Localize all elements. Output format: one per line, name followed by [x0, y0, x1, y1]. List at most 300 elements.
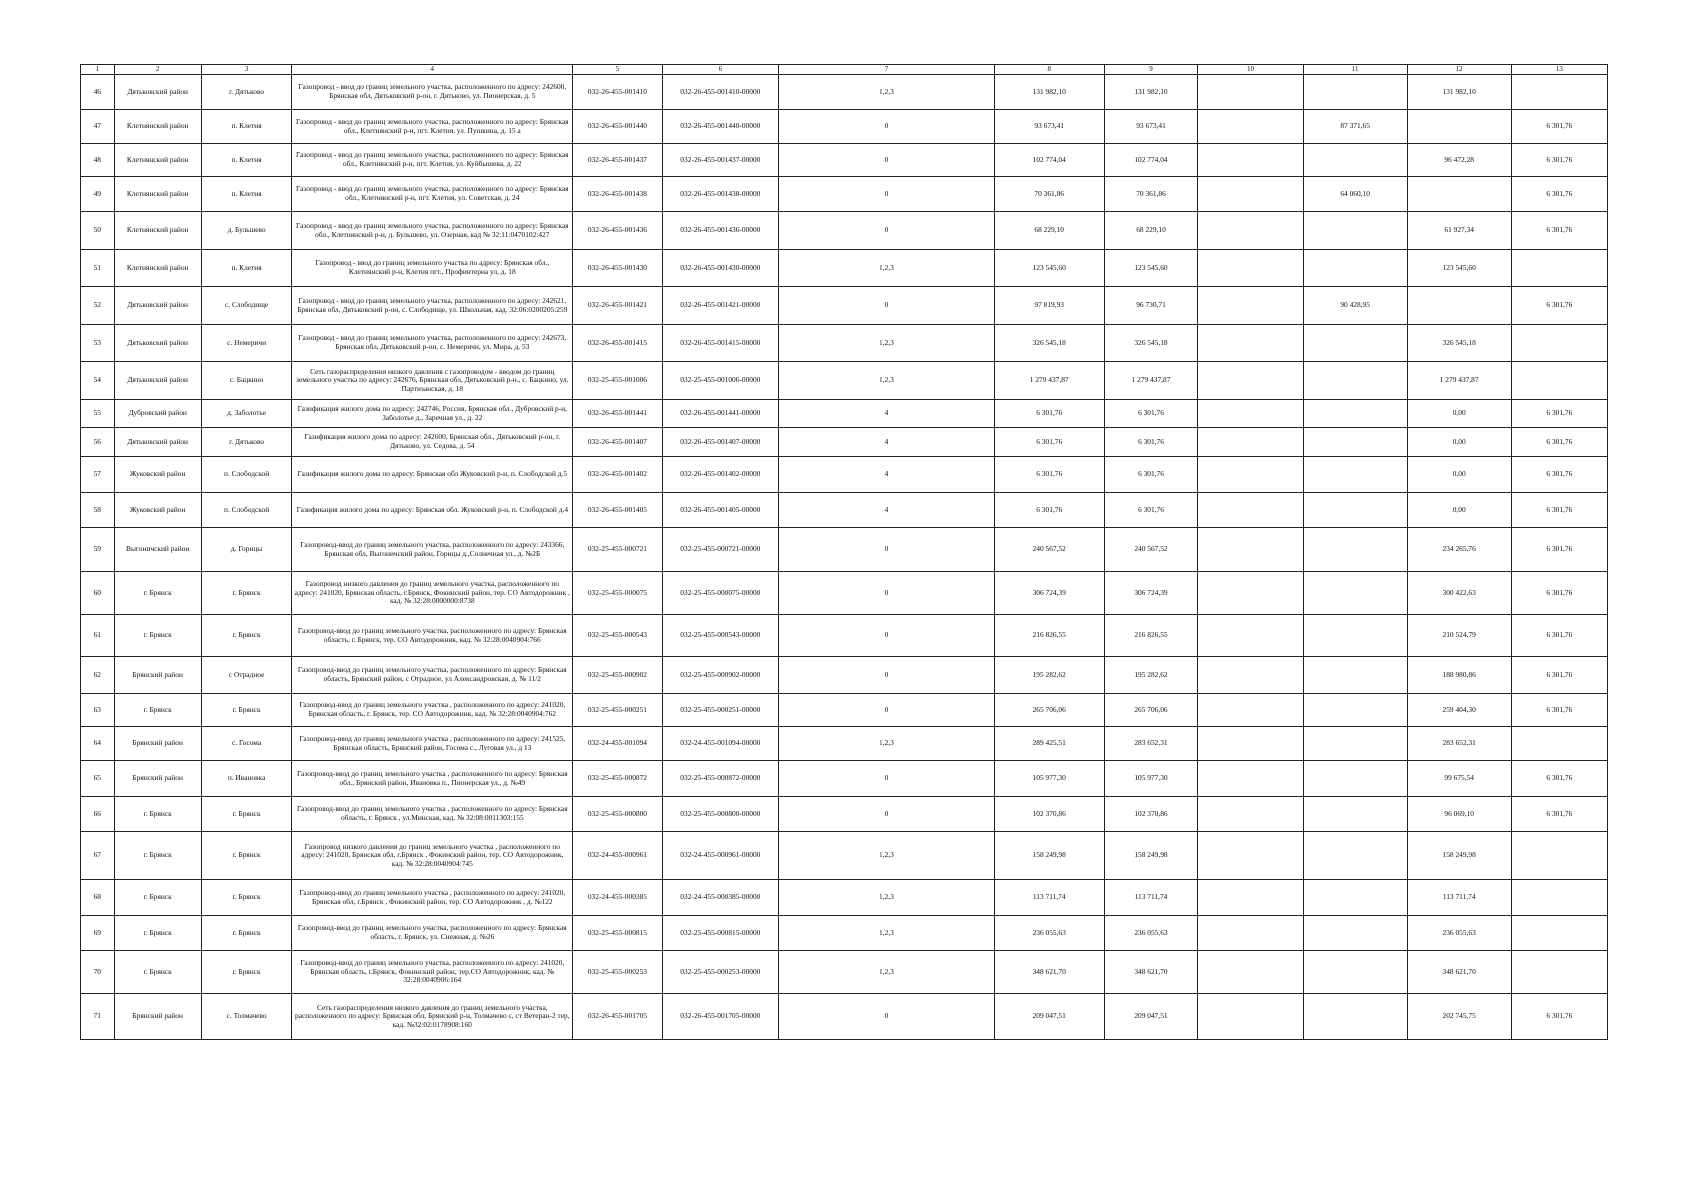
- code-cell: 032-24-455-001094: [573, 727, 662, 761]
- amount-cell: 158 249,98: [994, 832, 1104, 880]
- amount-cell: 236 055,63: [1104, 916, 1198, 951]
- table-row: [81, 493, 1608, 528]
- row-number: 61: [81, 615, 115, 657]
- district-cell: г. Брянск: [114, 797, 201, 832]
- amount-cell: 6 301,76: [994, 428, 1104, 457]
- amount-cell: 6 301,76: [1511, 428, 1607, 457]
- amount-cell: 240 567,52: [1104, 528, 1198, 572]
- row-number: 63: [81, 694, 115, 727]
- category-cell: 1,2,3: [779, 362, 995, 400]
- full-code-cell: 032-25-455-000902-00000: [662, 657, 778, 694]
- locality-cell: д. Горицы: [201, 528, 292, 572]
- full-code-cell: 032-25-455-000872-00000: [662, 761, 778, 797]
- row-number: 68: [81, 880, 115, 916]
- amount-cell: 96 472,28: [1407, 144, 1511, 177]
- table-row: [81, 761, 1608, 797]
- amount-cell: 123 545,60: [994, 250, 1104, 287]
- table-row: [81, 994, 1608, 1040]
- amount-cell: 131 982,10: [1407, 75, 1511, 110]
- code-cell: 032-26-455-001436: [573, 212, 662, 250]
- amount-cell: [1303, 428, 1407, 457]
- amount-cell: [1198, 727, 1303, 761]
- category-cell: 0: [779, 797, 995, 832]
- amount-cell: 97 819,93: [994, 287, 1104, 325]
- district-cell: Клетнянский район: [114, 177, 201, 212]
- amount-cell: 209 047,51: [994, 994, 1104, 1040]
- amount-cell: [1511, 880, 1607, 916]
- amount-cell: 6 301,76: [994, 457, 1104, 493]
- amount-cell: [1303, 761, 1407, 797]
- code-cell: 032-25-455-001006: [573, 362, 662, 400]
- amount-cell: [1303, 144, 1407, 177]
- table-row: [81, 880, 1608, 916]
- header-cell: 2: [114, 65, 201, 75]
- district-cell: Дятьковский район: [114, 428, 201, 457]
- category-cell: 0: [779, 177, 995, 212]
- amount-cell: 105 977,30: [994, 761, 1104, 797]
- object-description: Газопровод - ввод до границ земельного участка, расположенного по адресу: Брянская обл., Клетнянский р-н, пгт. Клетня, ул. Пушкина, д. 15 а: [292, 110, 573, 144]
- district-cell: Дятьковский район: [114, 362, 201, 400]
- amount-cell: [1198, 400, 1303, 428]
- code-cell: 032-25-455-000253: [573, 951, 662, 994]
- category-cell: 0: [779, 615, 995, 657]
- object-description: Газопровод-ввод до границ земельного участка, расположенного по адресу: Брянская область, г. Брянск, ул. Снежная, д. №26: [292, 916, 573, 951]
- amount-cell: [1198, 572, 1303, 615]
- amount-cell: 6 301,76: [1511, 212, 1607, 250]
- category-cell: 1,2,3: [779, 880, 995, 916]
- category-cell: 0: [779, 144, 995, 177]
- row-number: 67: [81, 832, 115, 880]
- amount-cell: 236 055,63: [1407, 916, 1511, 951]
- amount-cell: 6 301,76: [1104, 493, 1198, 528]
- row-number: 50: [81, 212, 115, 250]
- category-cell: 4: [779, 457, 995, 493]
- district-cell: Дубровский район: [114, 400, 201, 428]
- table-row: [81, 250, 1608, 287]
- code-cell: 032-26-455-001440: [573, 110, 662, 144]
- amount-cell: [1198, 212, 1303, 250]
- category-cell: 1,2,3: [779, 832, 995, 880]
- district-cell: Клетнянский район: [114, 250, 201, 287]
- code-cell: 032-24-455-000385: [573, 880, 662, 916]
- amount-cell: [1198, 287, 1303, 325]
- amount-cell: 6 301,76: [1511, 994, 1607, 1040]
- code-cell: 032-26-455-001421: [573, 287, 662, 325]
- code-cell: 032-26-455-001430: [573, 250, 662, 287]
- amount-cell: 131 982,10: [994, 75, 1104, 110]
- amount-cell: [1198, 428, 1303, 457]
- row-number: 48: [81, 144, 115, 177]
- row-number: 64: [81, 727, 115, 761]
- amount-cell: 87 371,65: [1303, 110, 1407, 144]
- district-cell: Клетнянский район: [114, 110, 201, 144]
- amount-cell: 158 249,98: [1407, 832, 1511, 880]
- full-code-cell: 032-24-455-001094-00000: [662, 727, 778, 761]
- full-code-cell: 032-26-455-001421-00000: [662, 287, 778, 325]
- amount-cell: [1303, 694, 1407, 727]
- table-row: [81, 325, 1608, 362]
- full-code-cell: 032-26-455-001402-00000: [662, 457, 778, 493]
- amount-cell: 113 711,74: [994, 880, 1104, 916]
- object-description: Газопровод-ввод до границ земельного участка , расположенного по адресу: 241020, Брянская обл, г.Брянск , Фокинский район, тер. СО Автодорожник , д. №122: [292, 880, 573, 916]
- amount-cell: 326 545,18: [1407, 325, 1511, 362]
- locality-cell: с. Толмачево: [201, 994, 292, 1040]
- amount-cell: 6 301,76: [1511, 144, 1607, 177]
- district-cell: Брянский район: [114, 994, 201, 1040]
- amount-cell: [1198, 177, 1303, 212]
- header-cell: 5: [573, 65, 662, 75]
- locality-cell: г. Дятьково: [201, 75, 292, 110]
- table-row: [81, 615, 1608, 657]
- amount-cell: [1303, 916, 1407, 951]
- table-row: [81, 572, 1608, 615]
- district-cell: Выгоничский район: [114, 528, 201, 572]
- amount-cell: 105 977,30: [1104, 761, 1198, 797]
- locality-cell: с. Госома: [201, 727, 292, 761]
- amount-cell: 236 055,63: [994, 916, 1104, 951]
- amount-cell: [1198, 615, 1303, 657]
- table-row: [81, 212, 1608, 250]
- district-cell: г. Брянск: [114, 880, 201, 916]
- amount-cell: 68 229,10: [1104, 212, 1198, 250]
- table-row: [81, 916, 1608, 951]
- object-description: Газопровод - ввод до границ земельного участка, расположенного по адресу: Брянская обл., Клетнянский р-н, пгт. Клетня, ул. Куйбышева, д. 22: [292, 144, 573, 177]
- amount-cell: [1198, 761, 1303, 797]
- amount-cell: [1407, 287, 1511, 325]
- amount-cell: [1303, 994, 1407, 1040]
- amount-cell: 102 774,04: [1104, 144, 1198, 177]
- district-cell: Клетнянский район: [114, 144, 201, 177]
- full-code-cell: 032-24-455-000385-00000: [662, 880, 778, 916]
- amount-cell: [1511, 916, 1607, 951]
- category-cell: 0: [779, 528, 995, 572]
- category-cell: 4: [779, 400, 995, 428]
- locality-cell: г. Брянск: [201, 694, 292, 727]
- amount-cell: [1303, 212, 1407, 250]
- header-cell: 11: [1303, 65, 1407, 75]
- amount-cell: 234 265,76: [1407, 528, 1511, 572]
- amount-cell: [1198, 457, 1303, 493]
- amount-cell: [1303, 362, 1407, 400]
- full-code-cell: 032-26-455-001430-00000: [662, 250, 778, 287]
- full-code-cell: 032-25-455-000800-00000: [662, 797, 778, 832]
- district-cell: Брянский район: [114, 727, 201, 761]
- object-description: Газопровод - ввод до границ земельного участка по адресу: Брянская обл., Клетнянский р-н, Клетня пгт., Профинтерна ул, д. 18: [292, 250, 573, 287]
- amount-cell: [1303, 880, 1407, 916]
- table-body: [81, 65, 1608, 1040]
- locality-cell: г. Брянск: [201, 916, 292, 951]
- data-table: [80, 64, 1608, 1040]
- amount-cell: 326 545,18: [994, 325, 1104, 362]
- amount-cell: 61 927,34: [1407, 212, 1511, 250]
- table-row: [81, 177, 1608, 212]
- category-cell: 4: [779, 493, 995, 528]
- amount-cell: 1 279 437,87: [1407, 362, 1511, 400]
- amount-cell: 240 567,52: [994, 528, 1104, 572]
- locality-cell: п. Клетня: [201, 177, 292, 212]
- district-cell: Брянский район: [114, 761, 201, 797]
- full-code-cell: 032-24-455-000961-00000: [662, 832, 778, 880]
- district-cell: Жуковский район: [114, 493, 201, 528]
- amount-cell: [1198, 144, 1303, 177]
- district-cell: г. Брянск: [114, 951, 201, 994]
- amount-cell: 102 370,86: [994, 797, 1104, 832]
- amount-cell: 188 980,86: [1407, 657, 1511, 694]
- amount-cell: 6 301,76: [1511, 572, 1607, 615]
- amount-cell: [1303, 951, 1407, 994]
- amount-cell: 113 711,74: [1407, 880, 1511, 916]
- object-description: Газопровод - ввод до границ земельного участка, расположенного по адресу: 242600, Брянская обл, Дятьковский р-он, г. Дятьково, ул. Пионерская, д. 5: [292, 75, 573, 110]
- header-cell: 10: [1198, 65, 1303, 75]
- object-description: Газификация жилого дома по адресу: 242746, Россия, Брянская обл., Дубровский р-н, Заболотье д., Заречная ул., д. 22: [292, 400, 573, 428]
- locality-cell: г. Брянск: [201, 615, 292, 657]
- row-number: 66: [81, 797, 115, 832]
- amount-cell: [1303, 75, 1407, 110]
- amount-cell: [1303, 457, 1407, 493]
- header-cell: 8: [994, 65, 1104, 75]
- locality-cell: п. Слободской: [201, 457, 292, 493]
- header-cell: 9: [1104, 65, 1198, 75]
- object-description: Газопровод низкого давления до границ земельного участка, расположенного по адресу: 241020, Брянская область, г.Брянск, Фокинский район, тер. СО Автодорожник , кад. № 32:28:0000000:8738: [292, 572, 573, 615]
- category-cell: 0: [779, 110, 995, 144]
- row-number: 56: [81, 428, 115, 457]
- header-cell: 7: [779, 65, 995, 75]
- amount-cell: [1303, 528, 1407, 572]
- amount-cell: [1303, 615, 1407, 657]
- amount-cell: [1511, 362, 1607, 400]
- amount-cell: 6 301,76: [1511, 657, 1607, 694]
- amount-cell: 131 982,10: [1104, 75, 1198, 110]
- amount-cell: [1303, 325, 1407, 362]
- amount-cell: 0,00: [1407, 428, 1511, 457]
- district-cell: г. Брянск: [114, 694, 201, 727]
- full-code-cell: 032-25-455-000251-00000: [662, 694, 778, 727]
- object-description: Газификация жилого дома по адресу: Брянская обл Жуковский р-н, п. Слободской д.5: [292, 457, 573, 493]
- amount-cell: 158 249,98: [1104, 832, 1198, 880]
- row-number: 49: [81, 177, 115, 212]
- category-cell: 1,2,3: [779, 325, 995, 362]
- amount-cell: 113 711,74: [1104, 880, 1198, 916]
- full-code-cell: 032-25-455-000253-00000: [662, 951, 778, 994]
- table-row: [81, 951, 1608, 994]
- amount-cell: [1198, 657, 1303, 694]
- code-cell: 032-25-455-000872: [573, 761, 662, 797]
- category-cell: 0: [779, 212, 995, 250]
- district-cell: г. Брянск: [114, 832, 201, 880]
- table-row: [81, 528, 1608, 572]
- row-number: 51: [81, 250, 115, 287]
- district-cell: Дятьковский район: [114, 325, 201, 362]
- table-row: [81, 694, 1608, 727]
- locality-cell: с Отрадное: [201, 657, 292, 694]
- amount-cell: 306 724,39: [994, 572, 1104, 615]
- amount-cell: 326 545,18: [1104, 325, 1198, 362]
- code-cell: 032-26-455-001407: [573, 428, 662, 457]
- amount-cell: 70 361,86: [994, 177, 1104, 212]
- amount-cell: 259 404,30: [1407, 694, 1511, 727]
- amount-cell: [1198, 493, 1303, 528]
- category-cell: 4: [779, 428, 995, 457]
- code-cell: 032-26-455-001410: [573, 75, 662, 110]
- amount-cell: [1303, 727, 1407, 761]
- amount-cell: 1 279 437,87: [1104, 362, 1198, 400]
- amount-cell: 123 545,60: [1104, 250, 1198, 287]
- code-cell: 032-25-455-000800: [573, 797, 662, 832]
- amount-cell: 265 706,06: [1104, 694, 1198, 727]
- object-description: Газопровод - ввод до границ земельного участка, расположенного по адресу: 242673, Брянская обл, Дятьковский р-он, с. Немеричи, ул. Мира, д. 53: [292, 325, 573, 362]
- amount-cell: 123 545,60: [1407, 250, 1511, 287]
- amount-cell: [1198, 832, 1303, 880]
- amount-cell: 96 730,71: [1104, 287, 1198, 325]
- amount-cell: 306 724,39: [1104, 572, 1198, 615]
- locality-cell: п. Клетня: [201, 144, 292, 177]
- object-description: Газопровод-ввод до границ земельного участка, расположенного по адресу: 243366, Брянская обл, Выгоничский район, Горицы д.,Солнечная ул., д. №2Б: [292, 528, 573, 572]
- locality-cell: с. Бацкино: [201, 362, 292, 400]
- amount-cell: 93 673,41: [1104, 110, 1198, 144]
- category-cell: 0: [779, 287, 995, 325]
- amount-cell: 0,00: [1407, 400, 1511, 428]
- amount-cell: [1407, 177, 1511, 212]
- amount-cell: [1407, 110, 1511, 144]
- amount-cell: 6 301,76: [1511, 615, 1607, 657]
- amount-cell: [1198, 880, 1303, 916]
- amount-cell: [1198, 362, 1303, 400]
- row-number: 57: [81, 457, 115, 493]
- locality-cell: п. Ивановка: [201, 761, 292, 797]
- document-page: [80, 64, 1608, 1040]
- amount-cell: [1511, 832, 1607, 880]
- object-description: Газопровод-ввод до границ земельного участка, расположенного по адресу: Брянская область, Брянский район, с Отрадное, ул Александровская, д. № 11/2: [292, 657, 573, 694]
- code-cell: 032-25-455-000721: [573, 528, 662, 572]
- amount-cell: 195 282,62: [994, 657, 1104, 694]
- row-number: 59: [81, 528, 115, 572]
- amount-cell: 348 621,70: [1407, 951, 1511, 994]
- object-description: Газопровод - ввод до границ земельного участка, расположенного по адресу: 242621, Брянская обл, Дятьковский р-он, с. Слободище, ул. Школьная, кад. 32:06:0200205:259: [292, 287, 573, 325]
- object-description: Газопровод-ввод до границ земельного участка, расположенного по адресу: 241020, Брянская область, г.Брянск, Фокинский район, тер.СО Автодорожник, кад. № 32:28:0040906:164: [292, 951, 573, 994]
- amount-cell: 6 301,76: [1511, 457, 1607, 493]
- category-cell: 0: [779, 694, 995, 727]
- amount-cell: [1198, 951, 1303, 994]
- amount-cell: 6 301,76: [1511, 694, 1607, 727]
- amount-cell: [1303, 572, 1407, 615]
- table-row: [81, 144, 1608, 177]
- amount-cell: 6 301,76: [1511, 528, 1607, 572]
- amount-cell: 70 361,86: [1104, 177, 1198, 212]
- full-code-cell: 032-25-455-000543-00000: [662, 615, 778, 657]
- full-code-cell: 032-26-455-001415-00000: [662, 325, 778, 362]
- code-cell: 032-26-455-001402: [573, 457, 662, 493]
- amount-cell: 0,00: [1407, 493, 1511, 528]
- amount-cell: 6 301,76: [1511, 177, 1607, 212]
- code-cell: 032-24-455-000961: [573, 832, 662, 880]
- amount-cell: [1511, 75, 1607, 110]
- full-code-cell: 032-25-455-000815-00000: [662, 916, 778, 951]
- amount-cell: [1303, 250, 1407, 287]
- row-number: 60: [81, 572, 115, 615]
- full-code-cell: 032-25-455-000721-00000: [662, 528, 778, 572]
- locality-cell: д. Заболотье: [201, 400, 292, 428]
- row-number: 46: [81, 75, 115, 110]
- amount-cell: 6 301,76: [1511, 761, 1607, 797]
- amount-cell: 6 301,76: [1511, 400, 1607, 428]
- amount-cell: 6 301,76: [994, 400, 1104, 428]
- locality-cell: с. Слободище: [201, 287, 292, 325]
- code-cell: 032-26-455-001405: [573, 493, 662, 528]
- code-cell: 032-25-455-000815: [573, 916, 662, 951]
- locality-cell: г. Брянск: [201, 951, 292, 994]
- object-description: Газопровод - ввод до границ земельного участка, расположенного по адресу: Брянская обл., Клетнянский р-н, пгт. Клетня, ул. Советская, д. 24: [292, 177, 573, 212]
- table-row: [81, 832, 1608, 880]
- locality-cell: с. Немеричи: [201, 325, 292, 362]
- object-description: Газопровод-ввод до границ земельного участка, расположенного по адресу: Брянская область, г. Брянск, тер. СО Автодорожник, кад. № 32:28:0040904:766: [292, 615, 573, 657]
- locality-cell: п. Слободской: [201, 493, 292, 528]
- category-cell: 0: [779, 657, 995, 694]
- locality-cell: г. Брянск: [201, 832, 292, 880]
- table-row: [81, 657, 1608, 694]
- amount-cell: 99 675,54: [1407, 761, 1511, 797]
- amount-cell: [1198, 325, 1303, 362]
- table-row: [81, 457, 1608, 493]
- amount-cell: 6 301,76: [1104, 400, 1198, 428]
- locality-cell: г. Брянск: [201, 880, 292, 916]
- code-cell: 032-26-455-001437: [573, 144, 662, 177]
- table-row: [81, 287, 1608, 325]
- code-cell: 032-26-455-001705: [573, 994, 662, 1040]
- amount-cell: [1198, 797, 1303, 832]
- amount-cell: [1303, 400, 1407, 428]
- amount-cell: [1198, 250, 1303, 287]
- amount-cell: 289 425,51: [994, 727, 1104, 761]
- object-description: Газификация жилого дома по адресу: 242600, Брянская обл., Дятьковский р-он, г. Дятьково, ул. Седова, д. 54: [292, 428, 573, 457]
- table-row: [81, 797, 1608, 832]
- table-row: [81, 75, 1608, 110]
- header-row: [81, 65, 1608, 75]
- row-number: 62: [81, 657, 115, 694]
- amount-cell: 6 301,76: [1511, 110, 1607, 144]
- row-number: 70: [81, 951, 115, 994]
- amount-cell: [1198, 75, 1303, 110]
- row-number: 69: [81, 916, 115, 951]
- table-row: [81, 400, 1608, 428]
- full-code-cell: 032-26-455-001440-00000: [662, 110, 778, 144]
- amount-cell: 348 621,70: [994, 951, 1104, 994]
- amount-cell: [1198, 694, 1303, 727]
- amount-cell: [1198, 110, 1303, 144]
- category-cell: 0: [779, 994, 995, 1040]
- amount-cell: 6 301,76: [1104, 457, 1198, 493]
- amount-cell: [1511, 951, 1607, 994]
- amount-cell: 195 282,62: [1104, 657, 1198, 694]
- code-cell: 032-26-455-001441: [573, 400, 662, 428]
- table-row: [81, 110, 1608, 144]
- amount-cell: 68 229,10: [994, 212, 1104, 250]
- amount-cell: [1198, 528, 1303, 572]
- amount-cell: 348 621,70: [1104, 951, 1198, 994]
- full-code-cell: 032-26-455-001437-00000: [662, 144, 778, 177]
- code-cell: 032-26-455-001415: [573, 325, 662, 362]
- row-number: 54: [81, 362, 115, 400]
- category-cell: 0: [779, 572, 995, 615]
- amount-cell: 265 706,06: [994, 694, 1104, 727]
- full-code-cell: 032-26-455-001410-00000: [662, 75, 778, 110]
- locality-cell: г. Дятьково: [201, 428, 292, 457]
- amount-cell: 102 774,04: [994, 144, 1104, 177]
- locality-cell: п. Клетня: [201, 250, 292, 287]
- amount-cell: 300 422,63: [1407, 572, 1511, 615]
- table-row: [81, 428, 1608, 457]
- row-number: 47: [81, 110, 115, 144]
- row-number: 52: [81, 287, 115, 325]
